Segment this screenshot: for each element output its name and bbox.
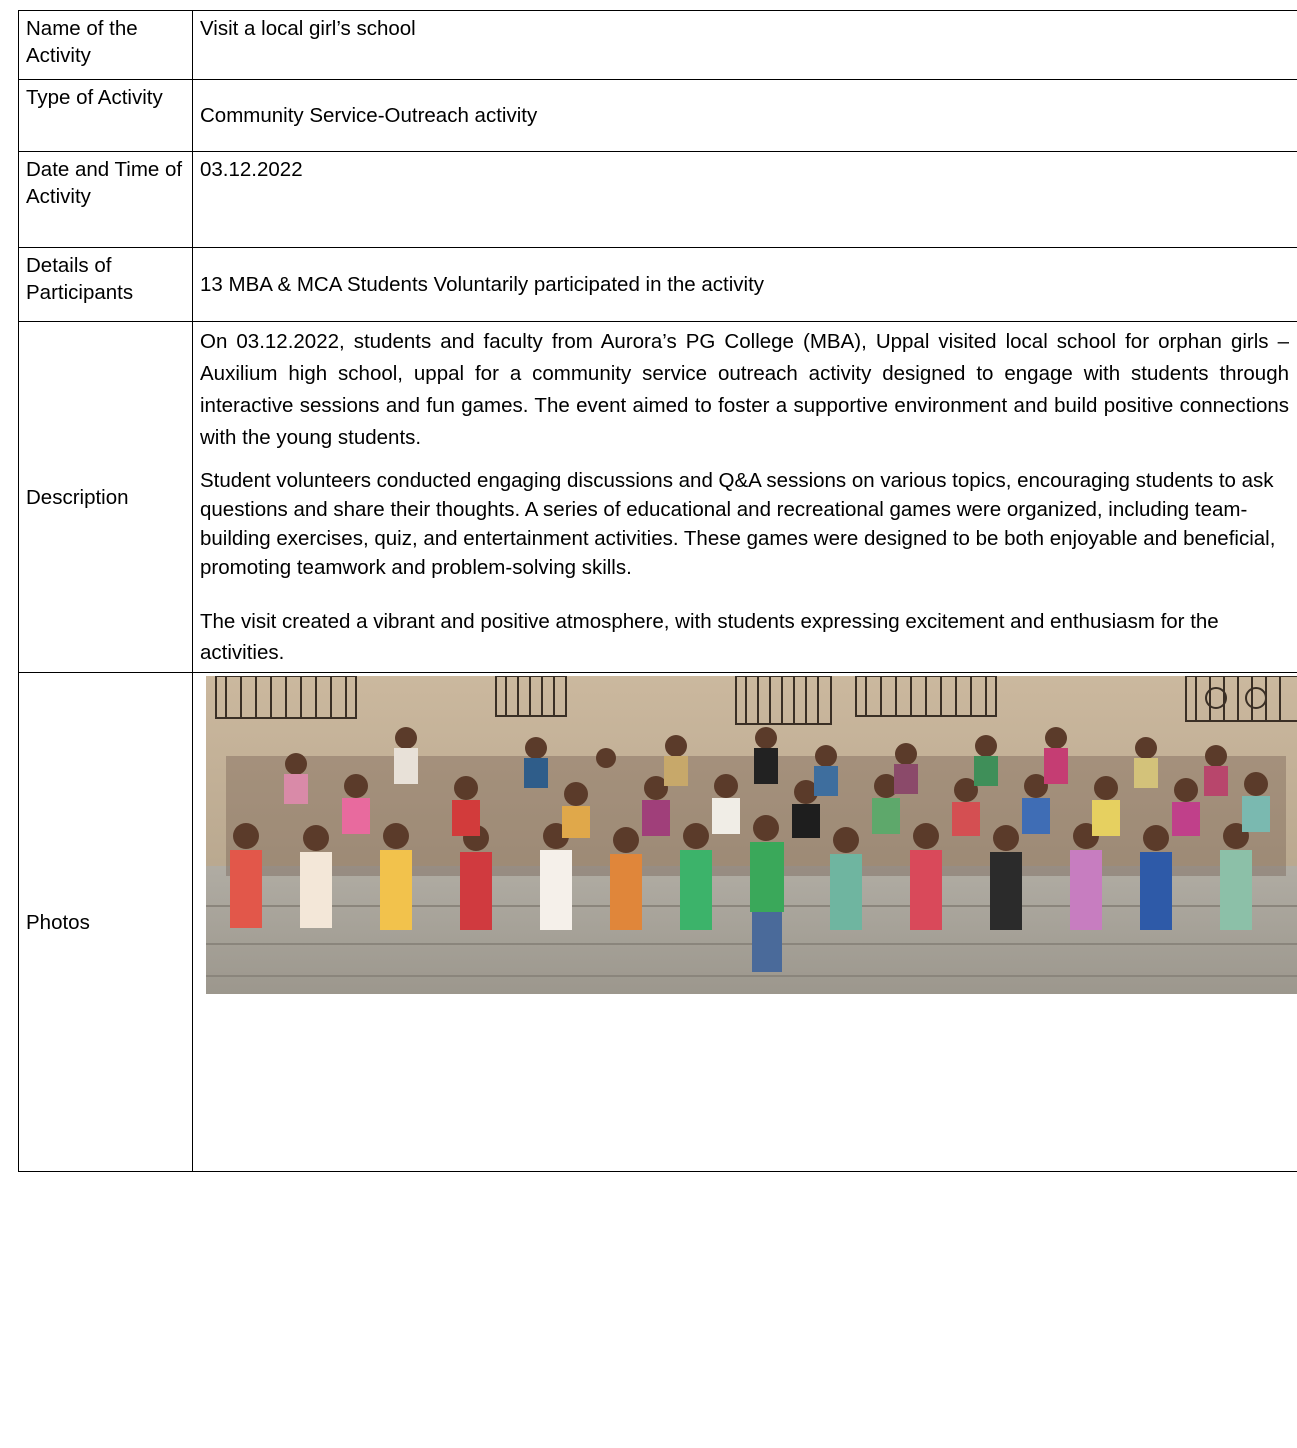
row-activity-type	[19, 80, 1297, 152]
value-participants: 13 MBA & MCA Students Voluntarily participated in the activity	[193, 248, 1297, 322]
value-activity-type: Community Service-Outreach activity	[193, 80, 1297, 152]
row-activity-name	[19, 11, 1297, 80]
paragraph-spacer	[200, 582, 1289, 606]
value-activity-date: 03.12.2022	[193, 152, 1297, 248]
group-photo	[206, 676, 1297, 994]
value-description	[193, 322, 1297, 673]
group-photo-image	[206, 676, 1297, 994]
description-paragraph-3: The visit created a vibrant and positive atmosphere, with students expressing excitement and enthusiasm for the activities.	[200, 610, 1219, 664]
label-photos: Photos	[19, 673, 193, 1172]
label-activity-name: Name of the Activity	[19, 11, 193, 80]
description-paragraph-1: On 03.12.2022, students and faculty from Aurora’s PG College (MBA), Uppal visited local school for orphan girls – Auxilium high school, uppal for a community service outreach activity designed to engage with students through interactive sessions and fun games. The event aimed to foster a supportive environment and build positive connections with the young students.	[200, 330, 1289, 449]
label-activity-type: Type of Activity	[19, 80, 193, 152]
row-participants	[19, 248, 1297, 322]
row-activity-date	[19, 152, 1297, 248]
paragraph-spacer	[200, 454, 1289, 466]
label-description: Description	[19, 322, 193, 673]
row-photos	[19, 673, 1297, 1172]
description-paragraph-2: Student volunteers conducted engaging discussions and Q&A sessions on various topics, encouraging students to ask questions and share their thoughts. A series of educational and recreational games were organized, including team-building exercises, quiz, and entertainment activities. These games were designed to be both enjoyable and beneficial, promoting teamwork and problem-solving skills.	[200, 469, 1276, 579]
value-activity-name: Visit a local girl’s school	[193, 11, 1297, 80]
row-description	[19, 322, 1297, 673]
value-photos	[193, 673, 1297, 1172]
label-activity-date: Date and Time of Activity	[19, 152, 193, 248]
label-participants: Details of Participants	[19, 248, 193, 322]
activity-report-table	[18, 10, 1297, 1172]
